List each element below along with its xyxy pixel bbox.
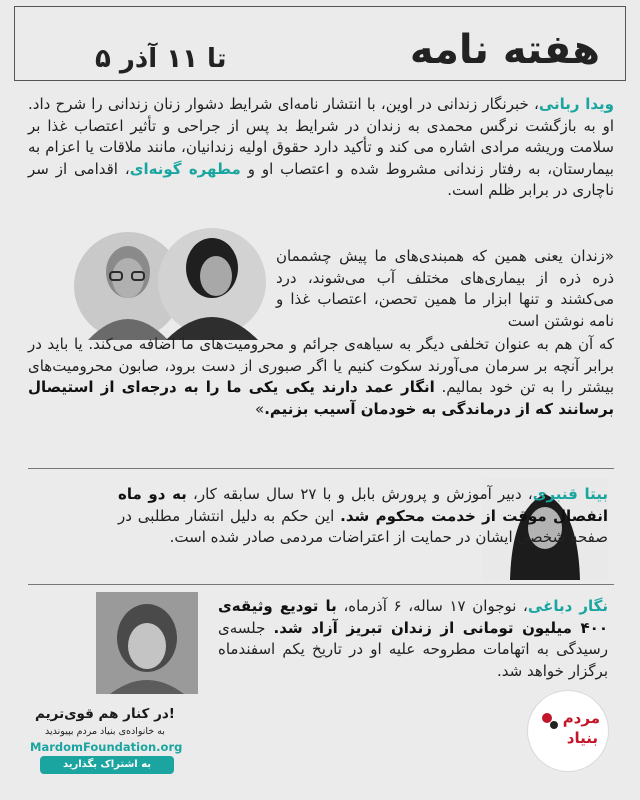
story-text-end: این حکم به دلیل انتشار مطلبی در صفحه شخصی ایشان در حمایت از اعتراضات مردمی صادر شده است. xyxy=(118,506,608,546)
page-title: هفته نامه xyxy=(409,27,600,73)
story-negar-dabbaghi xyxy=(218,596,608,682)
quote-text: که آن هم به عنوان تخلفی دیگر به سیاهه‌ی جرائم و محرومیت‌های ما اضافه می‌کند. یا باید در برابر آنچه بر سرمان می‌آورند سکوت کنیم یا اگر صبوری از دست برود، صابون محرومیت‌های بیشتر را به تن خود بمالیم. xyxy=(28,335,614,396)
person-name-bita: بیتا قنبری xyxy=(532,485,608,503)
story-bold: به دو ماه انفصال موقت از خدمت محکوم شد. xyxy=(118,485,608,525)
quote-bold: انگار عمد دارند یکی یکی ما را به درجه‌ای از استیصال برسانند که از درماندگی به خودمان آسیب بزنیم. xyxy=(28,378,614,418)
divider xyxy=(28,584,614,585)
website-link[interactable]: MardomFoundation.org xyxy=(30,740,183,754)
header-underline xyxy=(14,80,626,81)
person-name-vida: ویدا ربانی xyxy=(538,95,614,113)
logo-text: مردم xyxy=(562,709,600,727)
person-name-negar: نگار دباغی xyxy=(527,597,609,615)
join-text: به خانواده‌ی بنیاد مردم بپیوندید xyxy=(45,726,165,737)
header-frame-top xyxy=(14,6,626,7)
story-text-end: جلسه‌ی رسیدگی به اتهامات مطروحه علیه او در تاریخ یکم اسفندماه برگزار خواهد شد. xyxy=(218,618,608,680)
prisoners-photo xyxy=(70,228,270,340)
divider xyxy=(28,468,614,469)
mardom-foundation-logo xyxy=(527,690,609,772)
quote-close: » xyxy=(255,399,265,418)
story-bold: با تودیع وثیقه‌ی ۴۰۰ میلیون تومانی از زندان تبریز آزاد شد. xyxy=(218,597,608,637)
story-text-end: ، اقدامی از سر ناچاری در برابر ظلم است. xyxy=(28,159,614,199)
story-text: ، خبرنگار زندانی در اوین، با انتشار نامه‌ای شرایط دشوار زنان زندانی را شرح داد. او به بازگشت نرگس محمدی به زندان در شرایط بد پس از جراحی و تأثیر اعتصاب غذا بر سلامت وریشه مرادی اشاره می کند و تأکید دارد حقوق اولیه زندانیان، مانند ملاقات یا اعزام به بیمارستان، به رفتار زندانی مشروط شده و اعتصاب او و xyxy=(28,95,614,178)
date-range: ۵ تا ۱۱ آذر xyxy=(95,44,227,74)
header-frame-right xyxy=(625,6,626,80)
share-button[interactable]: به اشتراک بگذارید xyxy=(40,756,174,774)
quote-part2 xyxy=(28,334,614,420)
story-bita-ghanbari xyxy=(118,484,608,549)
story-text: ، نوجوان ۱۷ ساله، ۶ آذرماه، xyxy=(336,597,528,615)
person-name-motahareh: مطهره گونه‌ای xyxy=(129,159,241,178)
quote-part1: «زندان یعنی همین که همبندی‌های ما پیش چشممان ذره ذره از بیماری‌های مختلف آب می‌شوند، درد می‌کشند و تنها ابزار ما همین تحصن، اعتصاب غذا و نامه نوشتن است xyxy=(276,247,614,330)
story-vida-rabbani xyxy=(28,94,614,202)
story-text: ، دبیر آموزش و پرورش بابل و با ۲۷ سال سابقه کار، xyxy=(186,485,533,503)
logo-text: بنیاد xyxy=(566,729,598,747)
support-slogan: در کنار هم قوی‌تریم! xyxy=(35,706,175,722)
header-frame-left xyxy=(14,6,15,80)
negar-dabbaghi-photo xyxy=(96,592,198,694)
logo-dot xyxy=(550,721,558,729)
